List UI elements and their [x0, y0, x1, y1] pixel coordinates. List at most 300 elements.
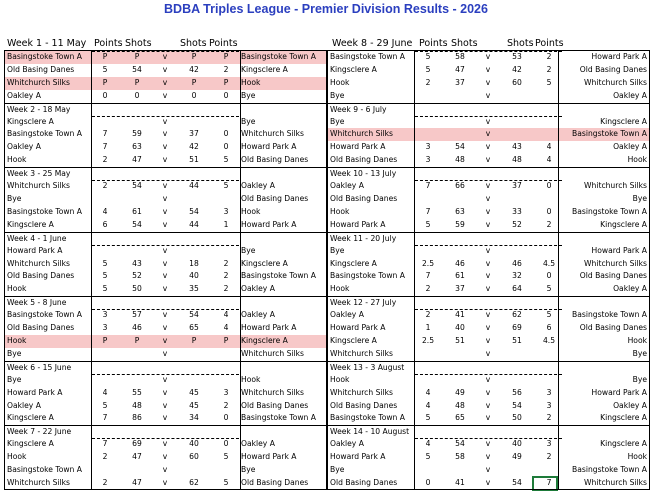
away-team-cell[interactable]: Bye [632, 194, 647, 204]
away-shots-cell[interactable]: 65 [189, 323, 199, 333]
home-shots-cell[interactable]: 37 [455, 77, 465, 87]
home-points-cell[interactable]: 4 [425, 387, 431, 397]
away-team-cell[interactable]: Bye [241, 116, 256, 126]
away-shots-cell[interactable]: 69 [512, 323, 522, 333]
away-shots-cell[interactable]: 62 [512, 310, 522, 320]
versus-cell[interactable]: v [162, 478, 168, 488]
away-team-cell[interactable]: Basingstoke Town A [241, 413, 316, 423]
home-shots-cell[interactable]: 59 [132, 129, 142, 139]
home-shots-cell[interactable]: 65 [455, 413, 465, 423]
versus-cell[interactable]: v [485, 323, 491, 333]
away-team-cell[interactable]: Basingstoke Town A [572, 129, 647, 139]
away-team-cell[interactable]: Old Basing Danes [579, 323, 647, 333]
home-team-cell[interactable]: Hook [7, 452, 27, 462]
away-points-cell[interactable]: 2 [223, 271, 229, 281]
home-points-cell[interactable]: 7 [425, 181, 431, 191]
versus-cell[interactable]: v [485, 374, 491, 384]
versus-cell[interactable]: v [485, 77, 491, 87]
away-team-cell[interactable]: Bye [632, 374, 647, 384]
away-points-cell[interactable]: 3 [223, 387, 229, 397]
home-shots-cell[interactable]: 54 [132, 219, 142, 229]
away-shots-cell[interactable]: 44 [189, 181, 199, 191]
home-team-cell[interactable]: Howard Park A [330, 219, 386, 229]
versus-cell[interactable]: v [162, 348, 168, 358]
versus-cell[interactable]: v [162, 142, 168, 152]
home-shots-cell[interactable]: 58 [455, 452, 465, 462]
away-team-cell[interactable]: Whitchurch Silks [584, 77, 647, 87]
home-shots-cell[interactable]: 54 [455, 439, 465, 449]
home-team-cell[interactable]: Bye [7, 348, 22, 358]
away-points-cell[interactable]: 3 [546, 387, 552, 397]
home-points-cell[interactable]: 6 [102, 219, 108, 229]
away-shots-cell[interactable]: 34 [189, 413, 199, 423]
home-points-cell[interactable]: 0 [425, 478, 431, 488]
week-label[interactable]: Week 11 - 20 July [327, 232, 650, 245]
home-points-cell[interactable]: 5 [102, 284, 108, 294]
versus-cell[interactable]: v [485, 387, 491, 397]
away-team-cell[interactable]: Old Basing Danes [579, 64, 647, 74]
away-points-cell[interactable]: 2 [546, 452, 552, 462]
home-points-cell[interactable]: 3 [102, 310, 108, 320]
home-points-cell[interactable]: 5 [102, 271, 108, 281]
week-label[interactable]: Week 6 - 15 June [4, 361, 327, 374]
away-shots-cell[interactable]: 37 [189, 129, 199, 139]
away-team-cell[interactable]: Oakley A [613, 400, 647, 410]
away-team-cell[interactable]: Whitchurch Silks [584, 181, 647, 191]
home-team-cell[interactable]: Hook [330, 206, 350, 216]
away-points-cell[interactable]: 0 [223, 90, 229, 100]
away-shots-cell[interactable]: 54 [189, 206, 199, 216]
week-label[interactable]: Week 12 - 27 July [327, 296, 650, 309]
away-shots-cell[interactable]: 42 [512, 64, 522, 74]
home-team-cell[interactable]: Whitchurch Silks [7, 478, 70, 488]
away-shots-cell[interactable]: 45 [189, 387, 199, 397]
away-team-cell[interactable]: Bye [241, 245, 256, 255]
versus-cell[interactable]: v [485, 478, 491, 488]
home-team-cell[interactable]: Old Basing Danes [330, 194, 398, 204]
versus-cell[interactable]: v [162, 64, 168, 74]
away-shots-cell[interactable]: 42 [189, 64, 199, 74]
home-shots-cell[interactable]: 61 [455, 271, 465, 281]
home-team-cell[interactable]: Basingstoke Town A [330, 271, 405, 281]
away-team-cell[interactable]: Howard Park A [591, 52, 647, 61]
home-shots-cell[interactable]: 54 [132, 64, 142, 74]
home-shots-cell[interactable]: 43 [132, 258, 142, 268]
home-team-cell[interactable]: Whitchurch Silks [7, 181, 70, 191]
week-label[interactable]: Week 2 - 18 May [4, 103, 327, 116]
versus-cell[interactable]: v [485, 116, 491, 126]
home-points-cell[interactable]: P [102, 336, 108, 346]
away-team-cell[interactable]: Old Basing Danes [579, 271, 647, 281]
away-points-cell[interactable]: 4.5 [542, 258, 556, 268]
versus-cell[interactable]: v [162, 271, 168, 281]
versus-cell[interactable]: v [162, 452, 168, 462]
versus-cell[interactable]: v [485, 64, 491, 74]
home-team-cell[interactable]: Basingstoke Town A [7, 129, 82, 139]
away-points-cell[interactable]: 5 [546, 284, 552, 294]
home-team-cell[interactable]: Whitchurch Silks [7, 77, 70, 87]
home-shots-cell[interactable]: 47 [132, 478, 142, 488]
versus-cell[interactable]: v [162, 77, 168, 87]
away-points-cell[interactable]: 5 [223, 181, 229, 191]
away-shots-cell[interactable]: 44 [189, 219, 199, 229]
away-team-cell[interactable]: Hook [627, 452, 647, 462]
away-points-cell[interactable]: 2 [223, 400, 229, 410]
home-points-cell[interactable]: 5 [425, 64, 431, 74]
away-shots-cell[interactable]: 37 [512, 181, 522, 191]
home-points-cell[interactable]: 5 [425, 219, 431, 229]
home-points-cell[interactable]: 5 [102, 64, 108, 74]
away-points-cell[interactable]: P [223, 336, 229, 346]
home-points-cell[interactable]: 7 [425, 206, 431, 216]
week-label[interactable]: Week 5 - 8 June [4, 296, 327, 309]
home-team-cell[interactable]: Oakley A [7, 90, 41, 100]
versus-cell[interactable]: v [485, 348, 491, 358]
home-points-cell[interactable]: 2 [102, 155, 108, 165]
away-shots-cell[interactable]: 40 [189, 439, 199, 449]
home-team-cell[interactable]: Howard Park A [330, 452, 386, 462]
home-team-cell[interactable]: Kingsclere A [330, 336, 377, 346]
versus-cell[interactable]: v [485, 219, 491, 229]
home-shots-cell[interactable]: 59 [455, 219, 465, 229]
away-team-cell[interactable]: Basingstoke Town A [241, 271, 316, 281]
home-points-cell[interactable]: P [102, 52, 108, 61]
away-points-cell[interactable]: 4 [223, 323, 229, 333]
home-team-cell[interactable]: Basingstoke Town A [7, 206, 82, 216]
away-points-cell[interactable]: 3 [223, 206, 229, 216]
away-team-cell[interactable]: Basingstoke Town A [241, 52, 316, 61]
home-team-cell[interactable]: Oakley A [330, 181, 364, 191]
home-points-cell[interactable]: 2 [425, 77, 431, 87]
week-label[interactable]: Week 4 - 1 June [4, 232, 327, 245]
away-points-cell[interactable]: 6 [546, 323, 552, 333]
away-points-cell[interactable]: 0 [546, 181, 552, 191]
home-points-cell[interactable]: 4 [425, 400, 431, 410]
home-points-cell[interactable]: 2 [425, 284, 431, 294]
home-team-cell[interactable]: Old Basing Danes [7, 271, 75, 281]
home-points-cell[interactable]: 2 [102, 452, 108, 462]
home-points-cell[interactable]: 5 [102, 400, 108, 410]
away-team-cell[interactable]: Howard Park A [241, 142, 297, 152]
versus-cell[interactable]: v [162, 310, 168, 320]
home-points-cell[interactable]: 7 [425, 271, 431, 281]
away-points-cell[interactable]: 5 [223, 452, 229, 462]
home-team-cell[interactable]: Bye [330, 245, 345, 255]
away-team-cell[interactable]: Old Basing Danes [241, 155, 309, 165]
away-shots-cell[interactable]: P [191, 336, 197, 346]
home-points-cell[interactable]: 5 [425, 452, 431, 462]
away-team-cell[interactable]: Kingsclere A [241, 336, 288, 346]
home-team-cell[interactable]: Old Basing Danes [330, 400, 398, 410]
away-team-cell[interactable]: Oakley A [241, 439, 275, 449]
away-team-cell[interactable]: Hook [627, 336, 647, 346]
home-team-cell[interactable]: Basingstoke Town A [330, 52, 405, 61]
away-points-cell[interactable]: 2 [223, 64, 229, 74]
home-shots-cell[interactable]: 86 [132, 413, 142, 423]
week-label[interactable]: Week 7 - 22 June [4, 425, 327, 438]
away-points-cell[interactable]: 2 [223, 284, 229, 294]
home-team-cell[interactable]: Kingsclere A [7, 413, 54, 423]
week-label[interactable]: Week 13 - 3 August [327, 361, 650, 374]
away-points-cell[interactable]: 2 [223, 258, 229, 268]
home-points-cell[interactable]: 3 [425, 142, 431, 152]
home-shots-cell[interactable]: P [134, 336, 140, 346]
away-points-cell[interactable]: 0 [223, 129, 229, 139]
week-label[interactable]: Week 3 - 25 May [4, 167, 327, 180]
home-team-cell[interactable]: Howard Park A [330, 142, 386, 152]
away-points-cell[interactable]: 5 [546, 77, 552, 87]
home-shots-cell[interactable]: 54 [132, 181, 142, 191]
away-shots-cell[interactable]: 64 [512, 284, 522, 294]
away-team-cell[interactable]: Bye [632, 348, 647, 358]
versus-cell[interactable]: v [162, 245, 168, 255]
home-shots-cell[interactable]: 40 [455, 323, 465, 333]
versus-cell[interactable]: v [485, 90, 491, 100]
versus-cell[interactable]: v [485, 245, 491, 255]
away-team-cell[interactable]: Oakley A [613, 90, 647, 100]
away-points-cell[interactable]: 7 [546, 478, 552, 488]
away-team-cell[interactable]: Basingstoke Town A [572, 310, 647, 320]
away-shots-cell[interactable]: 50 [512, 413, 522, 423]
home-points-cell[interactable]: 5 [425, 413, 431, 423]
home-team-cell[interactable]: Bye [7, 374, 22, 384]
away-team-cell[interactable]: Hook [627, 155, 647, 165]
versus-cell[interactable]: v [485, 155, 491, 165]
versus-cell[interactable]: v [162, 155, 168, 165]
versus-cell[interactable]: v [162, 90, 168, 100]
home-shots-cell[interactable]: 57 [132, 310, 142, 320]
versus-cell[interactable]: v [162, 258, 168, 268]
home-team-cell[interactable]: Whitchurch Silks [330, 129, 393, 139]
home-points-cell[interactable]: 2 [102, 181, 108, 191]
away-points-cell[interactable]: 4 [546, 142, 552, 152]
home-team-cell[interactable]: Hook [330, 374, 350, 384]
home-shots-cell[interactable]: 47 [455, 64, 465, 74]
away-points-cell[interactable]: 5 [546, 310, 552, 320]
home-points-cell[interactable]: 7 [102, 129, 108, 139]
home-shots-cell[interactable]: 51 [455, 336, 465, 346]
home-shots-cell[interactable]: 52 [132, 271, 142, 281]
home-shots-cell[interactable]: 48 [132, 400, 142, 410]
away-shots-cell[interactable]: 56 [512, 387, 522, 397]
away-team-cell[interactable]: Kingsclere A [241, 258, 288, 268]
versus-cell[interactable]: v [485, 181, 491, 191]
away-points-cell[interactable]: 2 [546, 413, 552, 423]
versus-cell[interactable]: v [485, 310, 491, 320]
away-team-cell[interactable]: Old Basing Danes [241, 478, 309, 488]
away-points-cell[interactable]: 5 [223, 478, 229, 488]
home-team-cell[interactable]: Kingsclere A [7, 219, 54, 229]
versus-cell[interactable]: v [485, 194, 491, 204]
versus-cell[interactable]: v [162, 116, 168, 126]
away-shots-cell[interactable]: 33 [512, 206, 522, 216]
away-points-cell[interactable]: 0 [546, 206, 552, 216]
versus-cell[interactable]: v [162, 336, 168, 346]
home-team-cell[interactable]: Hook [7, 284, 27, 294]
home-team-cell[interactable]: Hook [7, 155, 27, 165]
home-shots-cell[interactable]: 66 [455, 181, 465, 191]
home-shots-cell[interactable]: 63 [455, 206, 465, 216]
home-team-cell[interactable]: Bye [330, 465, 345, 475]
home-points-cell[interactable]: 3 [102, 323, 108, 333]
versus-cell[interactable]: v [485, 206, 491, 216]
home-points-cell[interactable]: 7 [102, 413, 108, 423]
home-team-cell[interactable]: Whitchurch Silks [330, 387, 393, 397]
away-points-cell[interactable]: 0 [223, 142, 229, 152]
home-team-cell[interactable]: Howard Park A [330, 323, 386, 333]
away-points-cell[interactable]: 3 [546, 439, 552, 449]
away-team-cell[interactable]: Bye [241, 465, 256, 475]
away-points-cell[interactable]: 1 [223, 219, 229, 229]
away-shots-cell[interactable]: P [191, 77, 197, 87]
away-team-cell[interactable]: Oakley A [613, 142, 647, 152]
away-team-cell[interactable]: Hook [241, 206, 261, 216]
versus-cell[interactable]: v [485, 452, 491, 462]
away-points-cell[interactable]: 0 [223, 439, 229, 449]
home-shots-cell[interactable]: 41 [455, 478, 465, 488]
versus-cell[interactable]: v [162, 194, 168, 204]
away-points-cell[interactable]: 4 [223, 310, 229, 320]
home-points-cell[interactable]: 2.5 [421, 258, 435, 268]
versus-cell[interactable]: v [162, 465, 168, 475]
away-team-cell[interactable]: Hook [241, 77, 261, 87]
versus-cell[interactable]: v [485, 413, 491, 423]
away-team-cell[interactable]: Basingstoke Town A [572, 206, 647, 216]
away-team-cell[interactable]: Oakley A [241, 181, 275, 191]
away-team-cell[interactable]: Howard Park A [241, 323, 297, 333]
home-team-cell[interactable]: Basingstoke Town A [7, 310, 82, 320]
home-shots-cell[interactable]: 41 [455, 310, 465, 320]
home-team-cell[interactable]: Old Basing Danes [330, 155, 398, 165]
home-shots-cell[interactable]: 50 [132, 284, 142, 294]
home-shots-cell[interactable]: 47 [132, 452, 142, 462]
home-points-cell[interactable]: 5 [425, 52, 431, 61]
versus-cell[interactable]: v [162, 52, 168, 61]
away-shots-cell[interactable]: 46 [512, 258, 522, 268]
home-team-cell[interactable]: Basingstoke Town A [7, 52, 82, 61]
away-team-cell[interactable]: Whitchurch Silks [241, 348, 304, 358]
home-points-cell[interactable]: 3 [425, 155, 431, 165]
home-team-cell[interactable]: Hook [330, 284, 350, 294]
home-points-cell[interactable]: 2 [425, 310, 431, 320]
away-shots-cell[interactable]: 42 [189, 142, 199, 152]
versus-cell[interactable]: v [162, 206, 168, 216]
home-shots-cell[interactable]: 54 [455, 142, 465, 152]
home-shots-cell[interactable]: 49 [455, 387, 465, 397]
versus-cell[interactable]: v [162, 374, 168, 384]
away-shots-cell[interactable]: 48 [512, 155, 522, 165]
away-team-cell[interactable]: Howard Park A [241, 452, 297, 462]
home-points-cell[interactable]: 7 [102, 142, 108, 152]
away-team-cell[interactable]: Kingsclere A [600, 116, 647, 126]
away-team-cell[interactable]: Kingsclere A [600, 219, 647, 229]
away-team-cell[interactable]: Howard Park A [241, 219, 297, 229]
home-team-cell[interactable]: Basingstoke Town A [330, 413, 405, 423]
home-team-cell[interactable]: Basingstoke Town A [7, 465, 82, 475]
versus-cell[interactable]: v [162, 284, 168, 294]
home-team-cell[interactable]: Oakley A [7, 142, 41, 152]
home-points-cell[interactable]: 4 [102, 206, 108, 216]
home-shots-cell[interactable]: 37 [455, 284, 465, 294]
selected-cell[interactable] [534, 478, 556, 489]
away-shots-cell[interactable]: 40 [189, 271, 199, 281]
home-points-cell[interactable]: 4 [102, 387, 108, 397]
away-team-cell[interactable]: Kingsclere A [600, 413, 647, 423]
home-points-cell[interactable]: P [102, 77, 108, 87]
away-team-cell[interactable]: Kingsclere A [241, 64, 288, 74]
away-team-cell[interactable]: Old Basing Danes [241, 400, 309, 410]
home-team-cell[interactable]: Hook [7, 336, 27, 346]
versus-cell[interactable]: v [162, 129, 168, 139]
away-team-cell[interactable]: Kingsclere A [600, 439, 647, 449]
home-points-cell[interactable]: 7 [102, 439, 108, 449]
versus-cell[interactable]: v [485, 336, 491, 346]
away-shots-cell[interactable]: 62 [189, 478, 199, 488]
versus-cell[interactable]: v [485, 465, 491, 475]
away-shots-cell[interactable]: 45 [189, 400, 199, 410]
home-shots-cell[interactable]: P [134, 52, 140, 61]
home-points-cell[interactable]: 1 [425, 323, 431, 333]
week-label[interactable]: Week 9 - 6 July [327, 103, 650, 116]
home-points-cell[interactable]: 5 [102, 258, 108, 268]
away-team-cell[interactable]: Oakley A [613, 284, 647, 294]
away-shots-cell[interactable]: 51 [189, 155, 199, 165]
home-team-cell[interactable]: Old Basing Danes [7, 64, 75, 74]
home-team-cell[interactable]: Oakley A [330, 310, 364, 320]
home-team-cell[interactable]: Oakley A [7, 400, 41, 410]
home-team-cell[interactable]: Old Basing Danes [330, 478, 398, 488]
home-shots-cell[interactable]: 48 [455, 155, 465, 165]
away-shots-cell[interactable]: 53 [512, 52, 522, 61]
away-points-cell[interactable]: 2 [546, 64, 552, 74]
home-team-cell[interactable]: Kingsclere A [330, 258, 377, 268]
home-team-cell[interactable]: Kingsclere A [7, 439, 54, 449]
away-shots-cell[interactable]: 54 [512, 478, 522, 488]
away-team-cell[interactable]: Whitchurch Silks [241, 387, 304, 397]
home-points-cell[interactable]: 2 [102, 478, 108, 488]
away-points-cell[interactable]: 2 [546, 52, 552, 61]
versus-cell[interactable]: v [162, 413, 168, 423]
away-points-cell[interactable]: 0 [546, 271, 552, 281]
away-team-cell[interactable]: Old Basing Danes [241, 194, 309, 204]
away-shots-cell[interactable]: 35 [189, 284, 199, 294]
away-shots-cell[interactable]: 60 [512, 77, 522, 87]
versus-cell[interactable]: v [162, 439, 168, 449]
home-team-cell[interactable]: Bye [330, 116, 345, 126]
versus-cell[interactable]: v [485, 142, 491, 152]
away-team-cell[interactable]: Whitchurch Silks [584, 478, 647, 488]
versus-cell[interactable]: v [162, 219, 168, 229]
versus-cell[interactable]: v [162, 400, 168, 410]
versus-cell[interactable]: v [485, 439, 491, 449]
away-team-cell[interactable]: Howard Park A [591, 245, 647, 255]
versus-cell[interactable]: v [485, 258, 491, 268]
away-team-cell[interactable]: Whitchurch Silks [584, 258, 647, 268]
versus-cell[interactable]: v [162, 181, 168, 191]
away-shots-cell[interactable]: 52 [512, 219, 522, 229]
home-shots-cell[interactable]: 63 [132, 142, 142, 152]
home-team-cell[interactable]: Whitchurch Silks [7, 258, 70, 268]
home-shots-cell[interactable]: 61 [132, 206, 142, 216]
away-shots-cell[interactable]: 60 [189, 452, 199, 462]
away-shots-cell[interactable]: 43 [512, 142, 522, 152]
away-shots-cell[interactable]: 54 [189, 310, 199, 320]
home-points-cell[interactable]: 0 [102, 90, 108, 100]
away-points-cell[interactable]: 0 [223, 413, 229, 423]
away-shots-cell[interactable]: 0 [191, 90, 197, 100]
versus-cell[interactable]: v [162, 387, 168, 397]
away-shots-cell[interactable]: 32 [512, 271, 522, 281]
